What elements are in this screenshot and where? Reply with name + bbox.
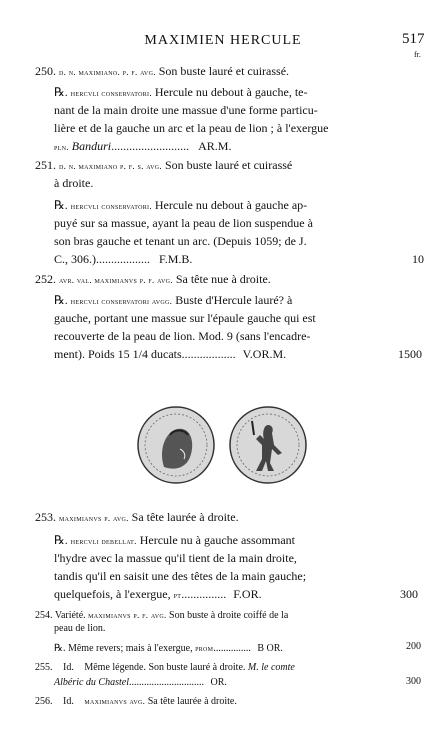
entry-255-line1 bbox=[35, 661, 295, 675]
entry-254-line2: peau de lion. bbox=[54, 623, 106, 634]
entry-text: Hercule nu debout à gauche, te- bbox=[154, 85, 308, 99]
entry-251-line2: à droite. bbox=[54, 176, 94, 190]
entry-text: ment). Poids 15 1/4 ducats.................. bbox=[54, 347, 236, 361]
reverse-mark: ℞. bbox=[54, 643, 66, 654]
entry-desc: Son buste lauré et cuirassé. bbox=[158, 64, 290, 78]
entry-252-rev-line3: recouverte de la peau de lion. Mod. 9 (sans l'encadre- bbox=[54, 329, 311, 343]
entry-number: 255. bbox=[35, 662, 53, 673]
exergue: pln. bbox=[54, 142, 69, 152]
price: 1500 bbox=[398, 347, 422, 361]
reverse-mark: ℞. bbox=[54, 198, 68, 212]
entry-label: Id. bbox=[63, 696, 74, 707]
entry-number: 250. bbox=[35, 64, 56, 78]
price: 300 bbox=[400, 587, 418, 601]
entry-legend: d. n. maximiano p. f. s. avg. bbox=[59, 161, 162, 171]
entry-label: Id. bbox=[63, 662, 74, 673]
leader-dots: ............... bbox=[181, 587, 227, 601]
entry-251-rev-line3: son bras gauche et tenant un arc. (Depuis 1059; de J. bbox=[54, 234, 307, 248]
entry-number: 256. bbox=[35, 696, 53, 707]
entry-text: quelquefois, à l'exergue, bbox=[54, 587, 171, 601]
entry-251-rev-line2: puyé sur sa massue, ayant la peau de lion suspendue à bbox=[54, 216, 313, 230]
entry-legend: maximianvs avg. bbox=[84, 696, 146, 706]
entry-legend: maximianvs p. avg. bbox=[59, 513, 129, 523]
price: 200 bbox=[406, 641, 421, 652]
reverse-legend: hercvli debellat. bbox=[70, 536, 137, 546]
entry-253-rev-line3: tandis qu'il en saisit une des têtes de la main gauche; bbox=[54, 569, 307, 583]
entry-250-rev-line3: lière et de la gauche un arc et la peau de lion ; à l'exergue bbox=[54, 121, 329, 135]
metal-code: F.M.B. bbox=[159, 252, 193, 266]
entry-256-line1 bbox=[35, 694, 237, 709]
reverse-mark: ℞. bbox=[54, 85, 68, 99]
reverse-mark: ℞. bbox=[54, 293, 68, 307]
entry-text: C., 306.).................. bbox=[54, 252, 150, 266]
entry-number: 254. bbox=[35, 610, 53, 621]
obverse-coin-image bbox=[136, 405, 216, 485]
entry-252-line1 bbox=[35, 272, 271, 287]
reverse-legend: hercvli conservatori. bbox=[70, 88, 152, 98]
page-number: 517 bbox=[402, 31, 425, 47]
reverse-legend: hercvli conservatori. bbox=[70, 201, 152, 211]
entry-252-rev-line2: gauche, portant une massue sur l'épaule gauche qui est bbox=[54, 311, 316, 325]
entry-number: 253. bbox=[35, 510, 56, 524]
entry-251-line1 bbox=[35, 158, 292, 173]
entry-251-rev-line4 bbox=[54, 252, 192, 266]
entry-254-line1 bbox=[35, 608, 288, 623]
entry-252-rev-line4 bbox=[54, 347, 286, 361]
metal-code: AR.M. bbox=[198, 139, 232, 153]
entry-250-rev-line4 bbox=[54, 139, 231, 154]
metal-code: V.OR.M. bbox=[242, 347, 287, 361]
entry-legend: d. n. maximiano. p. f. avg. bbox=[59, 67, 156, 77]
entry-253-rev-line1 bbox=[54, 533, 295, 548]
entry-254-rev-line1 bbox=[54, 641, 283, 656]
page-number-sub: fr. bbox=[414, 50, 421, 59]
entry-253-line1 bbox=[35, 510, 239, 525]
leader-dots: .......................... bbox=[111, 139, 190, 153]
coin-illustration bbox=[136, 405, 316, 495]
entry-253-rev-line2: l'hydre avec la massue qu'il tient de la main droite, bbox=[54, 551, 297, 565]
entry-text: Buste d'Hercule lauré? à bbox=[175, 293, 293, 307]
entry-desc: Même légende. Son buste lauré à droite. bbox=[84, 662, 246, 673]
entry-253-rev-line4 bbox=[54, 587, 262, 602]
reverse-legend: hercvli conservatori avgg. bbox=[70, 296, 173, 306]
leader-dots: ............... bbox=[213, 643, 251, 654]
entry-legend: maximianvs p. f. avg. bbox=[88, 610, 167, 620]
metal-code: B OR. bbox=[257, 643, 283, 654]
exergue: prom bbox=[195, 643, 214, 653]
entry-desc: Son buste lauré et cuirassé bbox=[164, 158, 293, 172]
leader-dots: .............................. bbox=[129, 677, 204, 688]
entry-text: Hercule nu à gauche assommant bbox=[139, 533, 295, 547]
entry-255-line2 bbox=[54, 676, 227, 690]
entry-251-rev-line1 bbox=[54, 198, 307, 213]
entry-252-rev-line1 bbox=[54, 293, 292, 308]
source: M. le comte bbox=[247, 662, 295, 673]
page-title: MAXIMIEN HERCULE bbox=[144, 33, 302, 48]
reverse-coin-image bbox=[228, 405, 308, 485]
entry-250-rev-line2: nant de la main droite une massue d'une forme particu- bbox=[54, 103, 318, 117]
entry-desc: Sa tête laurée à droite. bbox=[147, 696, 237, 707]
reverse-mark: ℞. bbox=[54, 533, 68, 547]
entry-250-rev-line1 bbox=[54, 85, 307, 100]
source: Albéric du Chastel bbox=[54, 677, 129, 688]
price: 10 bbox=[412, 252, 424, 266]
entry-number: 252. bbox=[35, 272, 56, 286]
entry-number: 251. bbox=[35, 158, 56, 172]
entry-desc: Son buste à droite coiffé de la bbox=[169, 610, 289, 621]
entry-text: Hercule nu debout à gauche ap- bbox=[154, 198, 308, 212]
metal-code: OR. bbox=[210, 677, 227, 688]
entry-desc: Sa tête nue à droite. bbox=[175, 272, 271, 286]
exergue: pt bbox=[173, 590, 182, 600]
entry-legend: avr. val. maximianvs p. f. avg. bbox=[59, 275, 173, 285]
source: Banduri bbox=[71, 139, 112, 153]
metal-code: F.OR. bbox=[233, 587, 262, 601]
entry-250-line1 bbox=[35, 64, 289, 79]
entry-text: Même revers; mais à l'exergue, bbox=[67, 643, 193, 654]
entry-desc: Sa tête laurée à droite. bbox=[131, 510, 239, 524]
price: 300 bbox=[406, 676, 421, 687]
entry-label: Variété. bbox=[54, 610, 86, 621]
